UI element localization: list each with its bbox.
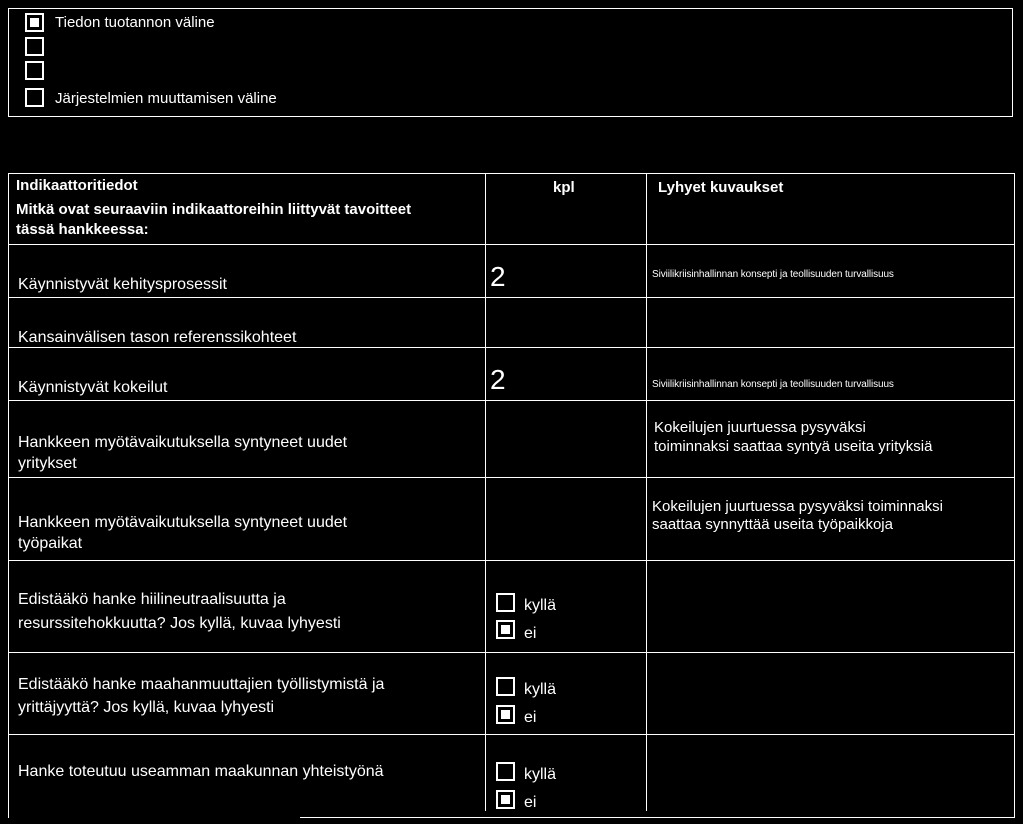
row-description[interactable]: Siviilikriisinhallinnan konsepti ja teollisuuden turvallisuus — [652, 379, 894, 390]
yes-checkbox[interactable] — [496, 762, 515, 781]
question-label: Hanke toteutuu useamman maakunnan yhteistyönä — [18, 763, 384, 780]
no-label: ei — [524, 709, 537, 726]
row-description[interactable]: Kokeilujen juurtuessa pysyväksi toiminnaksi — [652, 498, 943, 515]
row-description[interactable]: Siviilikriisinhallinnan konsepti ja teollisuuden turvallisuus — [652, 269, 894, 280]
question-label-continuation: resurssitehokkuutta? Jos kyllä, kuvaa lyhyesti — [18, 615, 341, 632]
row-label: Käynnistyvät kokeilut — [18, 379, 168, 396]
yes-label: kyllä — [524, 681, 557, 698]
no-label: ei — [524, 794, 537, 811]
no-checkbox[interactable] — [496, 620, 515, 639]
option-label-4: Järjestelmien muuttamisen väline — [55, 90, 277, 107]
no-checkbox[interactable] — [496, 790, 515, 809]
yes-checkbox[interactable] — [496, 593, 515, 612]
row-label-continuation: yritykset — [18, 455, 77, 472]
row-label: Hankkeen myötävaikutuksella syntyneet uudet — [18, 514, 348, 531]
row-description-continuation[interactable]: toiminnaksi saattaa syntyä useita yrityksiä — [654, 438, 933, 455]
yes-checkbox[interactable] — [496, 677, 515, 696]
table-question-line2: tässä hankkeessa: — [16, 221, 149, 238]
row-description[interactable]: Kokeilujen juurtuessa pysyväksi — [654, 419, 866, 436]
column-header-descriptions: Lyhyet kuvaukset — [658, 179, 784, 196]
no-label: ei — [524, 625, 537, 642]
question-label: Edistääkö hanke hiilineutraalisuutta ja — [18, 591, 286, 608]
row-kpl-value[interactable]: 2 — [490, 364, 506, 395]
row-label-continuation: työpaikat — [18, 535, 83, 552]
row-label: Käynnistyvät kehitysprosessit — [18, 276, 227, 293]
table-question-line1: Mitkä ovat seuraaviin indikaattoreihin liittyvät tavoitteet — [16, 201, 412, 218]
option-label-1: Tiedon tuotannon väline — [55, 14, 215, 31]
question-label-continuation: yrittäjyyttä? Jos kyllä, kuvaa lyhyesti — [18, 699, 275, 716]
no-checkbox[interactable] — [496, 705, 515, 724]
table-title: Indikaattoritiedot — [16, 177, 138, 194]
row-kpl-value[interactable]: 2 — [490, 261, 506, 292]
column-header-kpl: kpl — [553, 179, 575, 196]
yes-label: kyllä — [524, 597, 557, 614]
yes-label: kyllä — [524, 766, 557, 783]
question-label: Edistääkö hanke maahanmuuttajien työllistymistä ja — [18, 676, 385, 693]
row-label: Hankkeen myötävaikutuksella syntyneet uudet — [18, 434, 348, 451]
row-description-continuation[interactable]: saattaa synnyttää useita työpaikkoja — [652, 516, 893, 533]
row-label: Kansainvälisen tason referenssikohteet — [18, 329, 297, 346]
